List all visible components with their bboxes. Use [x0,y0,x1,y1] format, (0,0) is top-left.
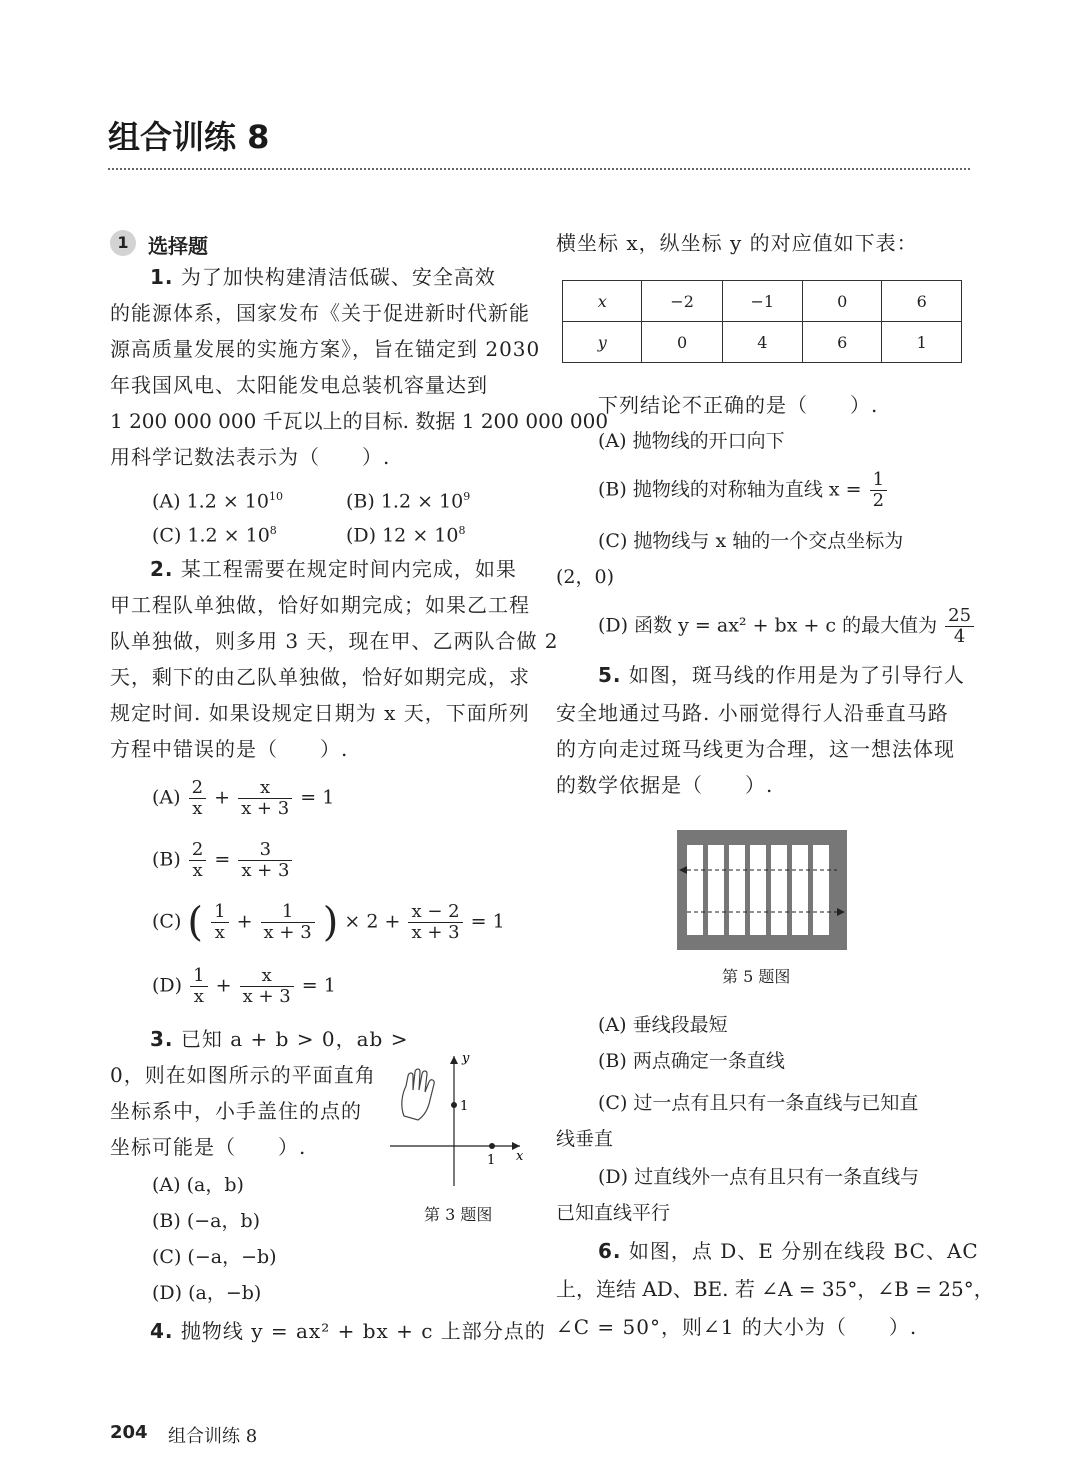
q4-option-b[interactable]: (B) 抛物线的对称轴为直线 x = $\frac{1}{2}$ [598,470,889,511]
q2-option-c[interactable]: (C) ( $\frac{1}{x}$ + $\frac{1}{x + 3}$ ) × 2 + $\frac{x - 2}{x + 3}$ = 1 [152,899,505,946]
q2-line-2: 甲工程队单独做，恰好如期完成；如果乙工程 [110,593,530,617]
q5-number: 5. [598,663,622,687]
q4-option-d[interactable]: (D) 函数 y = ax² + bx + c 的最大值为 $\frac{25}{4}$ [598,606,976,647]
q3-line-1: 3. 已知 a + b > 0，ab > [150,1027,409,1051]
q1-line-5: 1 200 000 000 千瓦以上的目标. 数据 1 200 000 000 [110,409,609,433]
q5-option-c-line-2[interactable]: 线垂直 [556,1128,614,1150]
q1-option-d[interactable]: (D) $12 \times 10^8$ [346,524,466,547]
title-divider [108,168,970,170]
q2-number: 2. [150,557,174,581]
x-tick-label: 1 [487,1153,496,1168]
q3-option-c[interactable]: (C) (−a，−b) [152,1246,277,1268]
crosswalk-figure [677,830,847,950]
q6-line-2: 上，连结 AD、BE. 若 ∠A = 35°，∠B = 25°， [556,1277,994,1301]
q1-option-a[interactable]: (A) $1.2 \times 10^{10}$ [152,490,283,513]
q4-prompt: 下列结论不正确的是（ ）. [598,393,879,417]
q4-line-2: 横坐标 x，纵坐标 y 的对应值如下表： [556,231,918,255]
table-cell: 0 [802,281,882,322]
q5-option-a[interactable]: (A) 垂线段最短 [598,1014,728,1036]
q6-line-1: 6. 如图，点 D、E 分别在线段 BC、AC [598,1239,979,1263]
y-tick-point [451,1102,457,1108]
q2-line-6: 方程中错误的是（ ）. [110,737,349,761]
table-cell: −2 [642,281,722,322]
table-cell: 0 [642,322,722,363]
q5-line-4: 的数学依据是（ ）. [556,773,774,797]
q4-value-table [562,280,962,363]
q3-line-3: 坐标系中，小手盖住的点的 [110,1099,362,1123]
q2-line-4: 天，剩下的由乙队单独做，恰好如期完成，求 [110,665,530,689]
q1-line-4: 年我国风电、太阳能发电总装机容量达到 [110,373,488,397]
q3-figure-caption: 第 3 题图 [424,1205,493,1224]
q1-option-b[interactable]: (B) $1.2 \times 10^9$ [346,490,471,513]
q4-option-c-line-1[interactable]: (C) 抛物线与 x 轴的一个交点坐标为 [598,530,904,552]
q5-option-b[interactable]: (B) 两点确定一条直线 [598,1050,785,1072]
table-cell: 6 [882,281,962,322]
q1-line-2: 的能源体系，国家发布《关于促进新时代新能 [110,301,530,325]
y-axis-arrow [450,1056,458,1064]
q3-line-2: 0，则在如图所示的平面直角 [110,1063,376,1087]
y-tick-label: 1 [460,1099,469,1114]
table-cell: 6 [802,322,882,363]
q6-number: 6. [598,1239,622,1263]
q1-number: 1. [150,265,174,289]
q5-option-d-line-1[interactable]: (D) 过直线外一点有且只有一条直线与 [598,1166,920,1188]
q3-coordinate-figure [390,1050,530,1190]
hand-icon [402,1069,434,1120]
q3-option-b[interactable]: (B) (−a，b) [152,1210,261,1232]
q2-line-5: 规定时间. 如果设规定日期为 x 天，下面所列 [110,701,530,725]
table-header-y: y [563,322,642,363]
q5-line-2: 安全地通过马路. 小丽觉得行人沿垂直马路 [556,701,949,725]
x-axis-label: x [516,1149,524,1164]
q5-line-1: 5. 如图，斑马线的作用是为了引导行人 [598,663,965,687]
q1-line-6: 用科学记数法表示为（ ）. [110,445,391,469]
table-cell: 4 [722,322,802,363]
q2-option-d[interactable]: (D) $\frac{1}{x}$ + $\frac{x}{x + 3}$ = 1 [152,965,336,1007]
y-axis-label: y [462,1051,470,1066]
q3-option-a[interactable]: (A) (a，b) [152,1174,244,1196]
q4-option-c-line-2[interactable]: (2，0) [556,566,615,588]
q2-line-3: 队单独做，则多用 3 天，现在甲、乙两队合做 2 [110,629,559,653]
page-title: 组合训练 8 [108,118,270,156]
q5-option-c-line-1[interactable]: (C) 过一点有且只有一条直线与已知直 [598,1092,919,1114]
crosswalk-stripes [687,845,829,935]
q1-line-3: 源高质量发展的实施方案》，旨在锚定到 2030 [110,337,541,361]
page-number: 204 [110,1422,148,1443]
table-row [563,322,962,363]
q4-number: 4. [150,1319,174,1343]
q2-line-1: 2. 某工程需要在规定时间内完成，如果 [150,557,517,581]
q5-figure-caption: 第 5 题图 [722,967,791,986]
x-tick-point [489,1143,495,1149]
table-cell: 1 [882,322,962,363]
q3-number: 3. [150,1027,174,1051]
q3-option-d[interactable]: (D) (a，−b) [152,1282,262,1304]
q4-option-a[interactable]: (A) 抛物线的开口向下 [598,430,785,452]
q1-option-c[interactable]: (C) $1.2 \times 10^8$ [152,524,277,547]
q4-line-1: 4. 抛物线 y = ax² + bx + c 上部分点的 [150,1319,546,1343]
table-row [563,281,962,322]
q5-option-d-line-2[interactable]: 已知直线平行 [556,1202,671,1224]
q1-line-1: 1. 为了加快构建清洁低碳、安全高效 [150,265,496,289]
q2-option-a[interactable]: (A) $\frac{2}{x}$ + $\frac{x}{x + 3}$ = 1 [152,777,335,819]
q6-line-3: ∠C = 50°，则∠1 的大小为（ ）. [556,1315,918,1339]
footer-title: 组合训练 8 [168,1426,258,1447]
table-header-x: x [563,281,642,322]
section-title: 选择题 [148,234,208,258]
q2-option-b[interactable]: (B) $\frac{2}{x}$ = $\frac{3}{x + 3}$ [152,840,294,881]
q3-line-4: 坐标可能是（ ）. [110,1135,307,1159]
section-number-badge: 1 [110,230,136,256]
table-cell: −1 [722,281,802,322]
q5-line-3: 的方向走过斑马线更为合理，这一想法体现 [556,737,955,761]
